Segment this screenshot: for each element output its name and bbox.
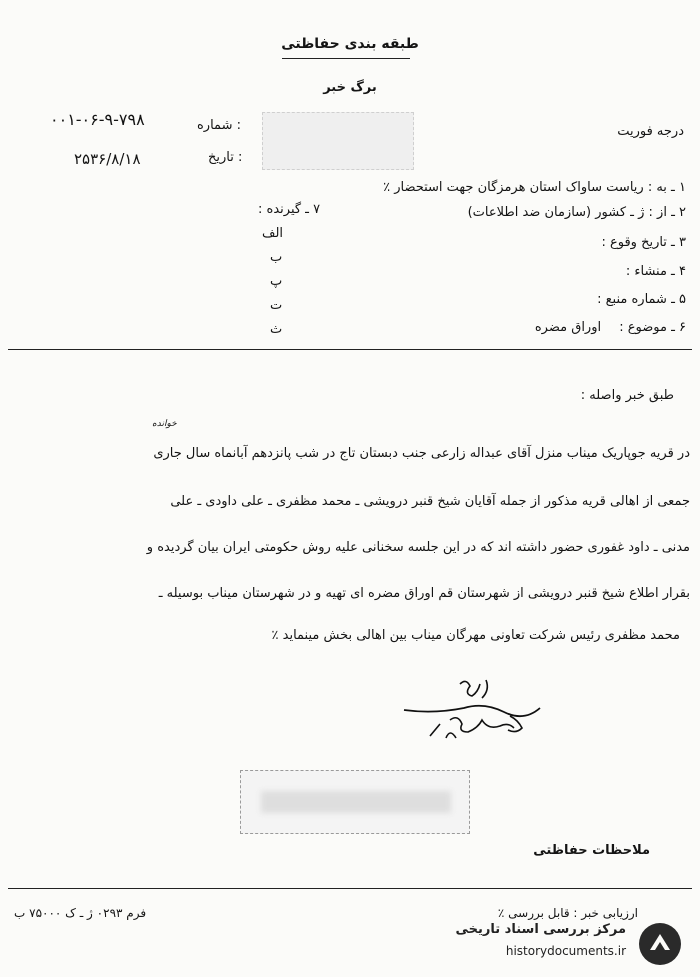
field-origin-label: ۴ ـ منشاء : (625, 264, 686, 279)
body-line: جمعی از اهالی قریه مذکور از جمله آقایان شیخ قنبر درویشی ـ محمد مظفری ـ علی داودی ـ علی (170, 494, 690, 509)
archive-logo-icon (636, 920, 684, 968)
faded-stamp (240, 770, 470, 834)
body-line: بقرار اطلاع شیخ قنبر درویشی از شهرستان قم اوراق مضره ای تهیه و در شهرستان میناب بوسیله ـ (158, 586, 690, 601)
redacted-stamp (262, 112, 414, 170)
recipient-item: ث (270, 322, 283, 337)
recipient-item: الف (262, 226, 284, 241)
body-line: در قریه جوپاریک میناب منزل آقای عبداله زارعی جنب دبستان تاج در شب پانزدهم آبانماه سال جاری (153, 446, 690, 461)
stamp-smudge (261, 791, 451, 813)
recipients-label: ۷ ـ گیرنده : (258, 202, 321, 217)
news-evaluation: ارزیابی خبر : قابل بررسی ٪ (497, 906, 638, 920)
field-to-label: ۱ ـ به : (647, 180, 686, 195)
field-subject-label: ۶ ـ موضوع : (619, 320, 686, 335)
body-line: محمد مظفری رئیس شرکت تعاونی مهرگان میناب بین اهالی بخش مینماید ٪ (271, 628, 680, 643)
urgency-label: درجه فوریت (617, 124, 684, 139)
field-source-number-label: ۵ ـ شماره منبع : (597, 292, 686, 307)
heading-underline (282, 58, 410, 59)
field-to (383, 180, 686, 195)
field-from-value: ژ ـ کشور (سازمان ضد اطلاعات) (467, 205, 645, 220)
document-title: برگ خبر (323, 80, 377, 95)
body-intro: طبق خبر واصله : (580, 388, 674, 403)
watermark-url: historydocuments.ir (505, 944, 626, 958)
field-subject (535, 320, 686, 335)
field-to-value: ریاست ساواک استان هرمزگان جهت استحضار ٪ (383, 180, 644, 195)
handwritten-signature (390, 676, 550, 746)
recipient-item: پ (270, 274, 283, 289)
document-date: ۲۵۳۶/۸/۱۸ (74, 150, 141, 168)
recipient-item: ت (270, 298, 283, 313)
field-subject-value: اوراق مضره (534, 320, 602, 335)
watermark (388, 918, 688, 970)
field-origin (626, 264, 686, 279)
field-event-date-label: ۳ ـ تاریخ وقوع : (601, 235, 686, 250)
security-notes-label: ملاحظات حفاظتی (533, 843, 650, 858)
number-label: : شماره (197, 118, 241, 133)
field-source-number (597, 292, 686, 307)
handwritten-note: خوانده (152, 419, 177, 429)
field-event-date (601, 235, 686, 250)
form-code: فرم ۰۲۹۳ ژ ـ ک ۷۵۰۰۰ ب (14, 906, 147, 920)
watermark-title: مرکز بررسی اسناد تاریخی (455, 922, 626, 937)
field-from-label: ۲ ـ از : (648, 205, 686, 220)
document-number: ۰۰۱-۰۶-۹-۷۹۸ (50, 110, 145, 129)
field-from (468, 205, 686, 220)
date-label: : تاریخ (208, 150, 243, 165)
body-line: مدنی ـ داود غفوری حضور داشته اند که در این جلسه سخنانی علیه روش حکومتی ایران بیان گردیده و (146, 540, 690, 555)
recipient-item: ب (270, 250, 283, 265)
section-divider (8, 349, 692, 350)
footer-divider (8, 888, 692, 889)
classification-heading: طبقه بندی حفاظتی (281, 36, 419, 52)
